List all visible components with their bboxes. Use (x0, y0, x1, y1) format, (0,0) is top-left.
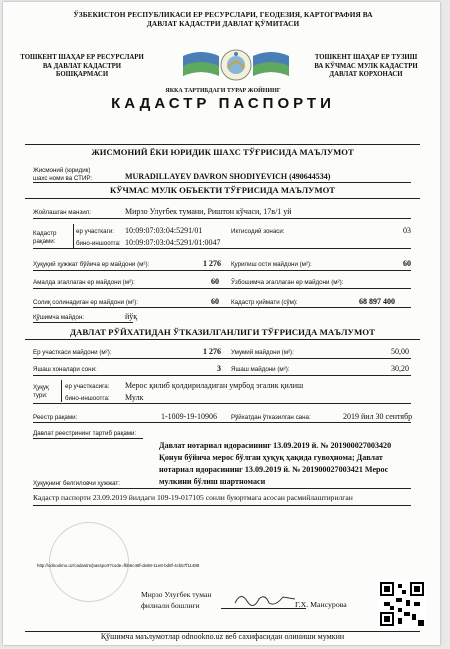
living-area-value: 30,20 (391, 364, 409, 373)
divider (33, 182, 411, 183)
divider (25, 339, 420, 340)
divider (33, 270, 411, 271)
total-area-label: Умумий майдони (м²): (231, 349, 294, 356)
passport-issue-note: Кадастр паспорти 23.09.2019 йилдаги 109-19-017105 сонли буюртмага асосан расмийлаштирилган (33, 493, 353, 502)
divider (33, 403, 411, 404)
header-right-enterprise: ТОШКЕНТ ШАҲАР ЕР ТУЗИШ ВА КЎЧМАС МУЛК КАДАСТРИ ДАВЛАТ КОРХОНАСИ (314, 54, 418, 78)
cadastral-number-label: Кадастр рақами: (33, 230, 57, 245)
address-label: Жойлашган манзил: (33, 209, 91, 216)
divider (25, 198, 420, 199)
registry-number-label: Реестр рақами: (33, 414, 78, 421)
registration-date-label: Рўйхатдан ўтказилган сана: (231, 414, 311, 421)
extra-area-label: Қўшимча майдон: (33, 314, 85, 321)
rooms-label: Яшаш хоналари сони: (33, 366, 97, 373)
taxable-area-value: 60 (211, 297, 219, 306)
building-label: бино-иншоотга: (76, 240, 121, 247)
divider (33, 218, 411, 219)
extra-area-value: йўқ (125, 312, 138, 321)
footer-note: Қўшимча маълумотлар odnookno.uz веб сахифасидан олиниши мумкин (100, 632, 345, 641)
total-area-value: 50,00 (391, 347, 409, 356)
cadastral-passport-page (3, 2, 440, 645)
registry-order-label: Давлат реестрининг тартиб рақами: (33, 430, 137, 437)
divider (73, 224, 74, 248)
right-land-label: ер участкасига: (65, 383, 110, 390)
divider (33, 488, 411, 489)
section-property-heading: КЎЧМАС МУЛК ОБЪЕКТИ ТЎҒРИСИДА МАЪЛУМОТ (109, 185, 336, 195)
section-registration-heading: ДАВЛАТ РЎЙХАТИДАН ЎТКАЗИЛГАНЛИГИ ТЎҒРИСИДА МАЪЛУМОТ (70, 327, 375, 337)
owner-value: MURADILLAYEV DAVRON SHODIYEVICH (490644534) (125, 172, 331, 181)
signature-line (221, 608, 306, 609)
divider (33, 438, 143, 439)
registration-date-value: 2019 йил 30 сентябр (343, 412, 413, 421)
land-plot-value: 10:09:07:03:04:5291/01 (125, 226, 203, 235)
right-building-value: Мулк (125, 393, 144, 402)
living-area-label: Яшаш майдони (м²): (231, 366, 290, 373)
legal-area-value: 1 276 (203, 259, 221, 268)
official-name: Г.Х. Мансурова (295, 600, 347, 609)
unauthorized-area-label: Ўзбошимча эгаллаган ер майдони (м²): (231, 279, 344, 286)
document-title: КАДАСТР ПАСПОРТИ (111, 95, 335, 112)
divider (33, 248, 411, 249)
divider (33, 322, 133, 323)
land-plot-label: ер участкаги: (76, 228, 115, 235)
qr-code-icon[interactable] (378, 580, 426, 628)
registry-number-value: 1-1009-19-10906 (161, 412, 217, 421)
header-committee: ЎЗБЕКИСТОН РЕСПУБЛИКАСИ ЕР РЕСУРСЛАРИ, ГЕОДЕЗИЯ, КАРТОГРАФИЯ ВА ДАВЛАТ КАДАСТРИ ДАВЛАТ ҚЎМИТАСИ (73, 10, 373, 28)
roofed-area-label: Қурилиш ости майдони (м²): (231, 261, 312, 268)
cadastral-value-value: 68 897 400 (359, 297, 395, 306)
right-type-label: Ҳуқуқ тури: (33, 384, 49, 399)
divider (33, 358, 411, 359)
land-area-label: Ер участкаси майдони (м²): (33, 349, 112, 356)
basis-document-text: Давлат нотариал идорасининг 13.09.2019 й. № 201900027003420 Қонун бўйича мерос бўлган ҳуқуқ ҳақида гувоҳнома; Давлат нотариал идорасининг 13.09.2019 й. № 201900027003421 Мерос мулкини бўлиш шартномаси (159, 441, 392, 486)
right-building-label: бино-иншоотга: (65, 395, 110, 402)
occupied-area-label: Амалда эгаллаган ер майдони (м²): (33, 279, 135, 286)
divider (61, 380, 62, 402)
legal-area-label: Ҳуқуқий ҳужжат бўйича ер майдони (м²): (33, 261, 150, 268)
divider (25, 144, 420, 145)
building-value: 10:09:07:03:04:5291/01:0047 (125, 238, 221, 247)
header-left-authority: ТОШКЕНТ ШАҲАР ЕР РЕСУРСЛАРИ ВА ДАВЛАТ КАДАСТРИ БОШҚАРМАСИ (20, 54, 144, 78)
rooms-value: 3 (217, 364, 221, 373)
roofed-area-value: 60 (403, 259, 411, 268)
address-value: Мирзо Улуғбек тумани, Риштон кўчаси, 17в/1 уй (125, 207, 292, 216)
divider (33, 505, 411, 506)
zone-label: Иктисодий зонаси: (231, 228, 285, 235)
land-area-value: 1 276 (203, 347, 221, 356)
divider (33, 375, 411, 376)
verification-link[interactable]: http://odnookno.uz/cadastre/passport?code=fbb6c48f-de68-11e8-bd8f-4cb57f11488 (37, 563, 200, 568)
document-subtitle: ЯККА ТАРТИБДАГИ ТУРАР ЖОЙНИНГ (165, 88, 281, 94)
zone-value: 03 (403, 226, 411, 235)
basis-document-label: Ҳуқуқнинг белгиловчи ҳужжат: (33, 480, 120, 487)
divider (33, 307, 411, 308)
taxable-area-label: Солиқ солинадиган ер майдони (м²): (33, 299, 138, 306)
divider (33, 422, 411, 423)
divider (33, 288, 411, 289)
official-title: Мирзо Улуғбек туман филиали бошлиғи (141, 590, 212, 610)
uzbekistan-emblem-flag-icon (181, 46, 291, 88)
occupied-area-value: 60 (211, 277, 219, 286)
section-owner-heading: ЖИСМОНИЙ ЁКИ ЮРИДИК ШАХС ТЎҒРИСИДА МАЪЛУМОТ (91, 147, 354, 157)
owner-label: Жисмоний (юридик) шахс номи ва СТИР: (33, 167, 93, 182)
cadastral-value-label: Кадастр қиймати (сўм): (231, 299, 298, 306)
right-land-value: Мерос қилиб қолдириладиган умрбод эгалик қилиш (125, 381, 304, 390)
